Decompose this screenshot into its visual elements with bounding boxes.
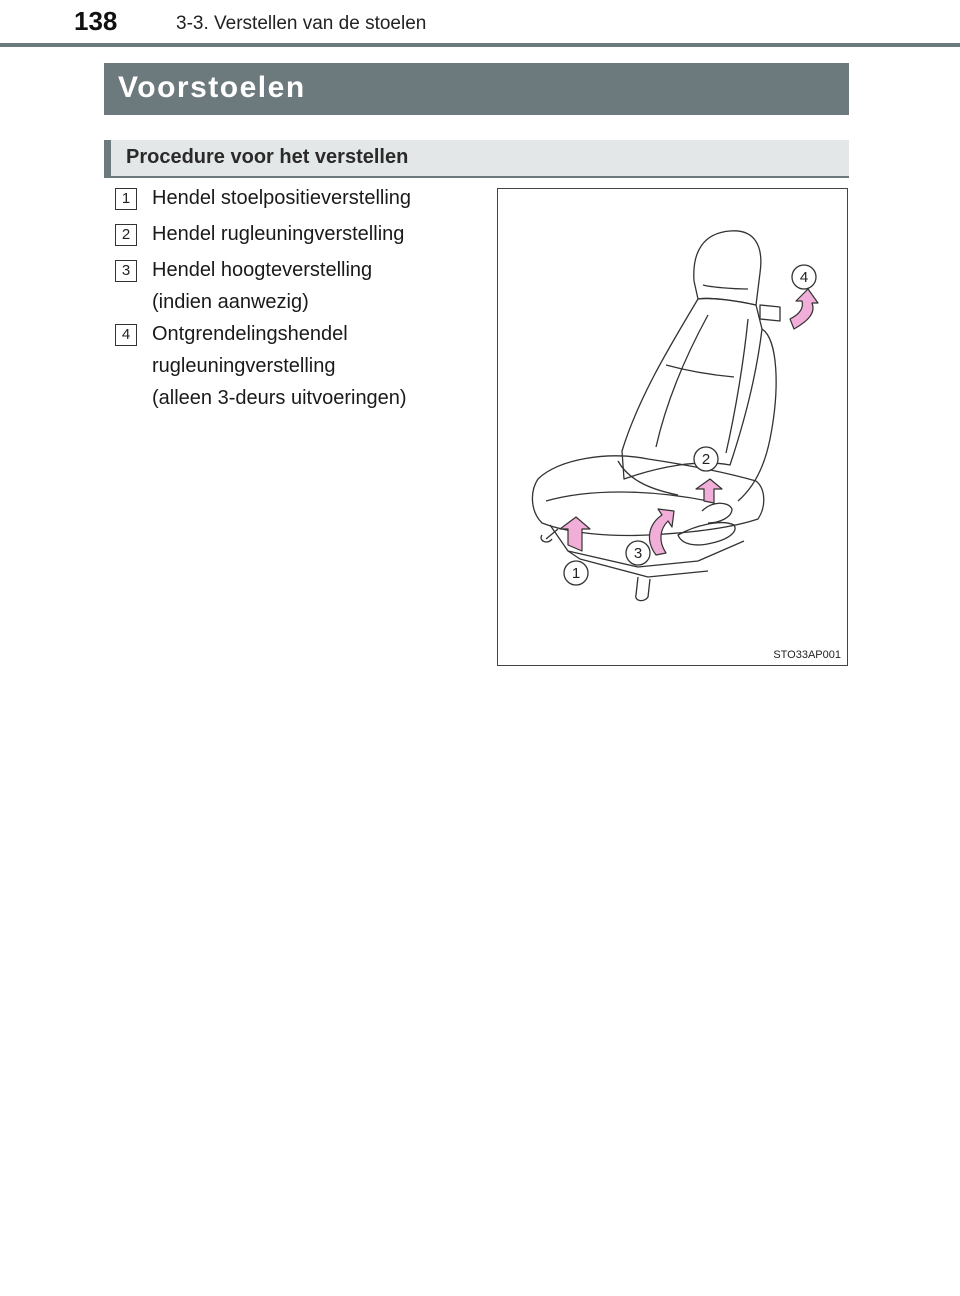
seat-illustration	[497, 188, 848, 666]
backrest-shape	[622, 298, 762, 479]
callout-label-1: 1	[571, 565, 581, 582]
chapter-title: 3-3. Verstellen van de stoelen	[176, 13, 427, 34]
item-number-badge: 2	[115, 224, 137, 246]
item-number-badge: 4	[115, 324, 137, 346]
figure-code: STO33AP001	[773, 649, 841, 661]
callout-label-3: 3	[633, 545, 643, 562]
arrow-3	[649, 509, 674, 555]
header-rule	[0, 43, 960, 47]
page-header	[0, 0, 960, 48]
section-title: Voorstoelen	[118, 71, 306, 104]
item-text: Hendel stoelpositieverstelling	[152, 187, 412, 209]
subsection-title: Procedure voor het verstellen	[126, 146, 409, 168]
callout-label-2: 2	[701, 451, 711, 468]
item-text: Hendel hoogteverstelling (indien aanwezig)	[152, 259, 373, 313]
item-text: Ontgrendelingshendel rugleuningverstelling (alleen 3-deurs uitvoeringen)	[152, 323, 407, 409]
item-text: Hendel rugleuningverstelling	[152, 223, 405, 245]
page-number: 138	[74, 6, 118, 36]
seat-drawing	[498, 189, 847, 665]
item-number-badge: 3	[115, 260, 137, 282]
subsection-accent-bar	[104, 140, 111, 176]
item-number-badge: 1	[115, 188, 137, 210]
subsection-banner	[104, 140, 849, 178]
arrow-4	[790, 289, 818, 329]
callout-label-4: 4	[799, 269, 809, 286]
section-banner	[104, 63, 849, 115]
headrest-shape	[694, 231, 761, 305]
